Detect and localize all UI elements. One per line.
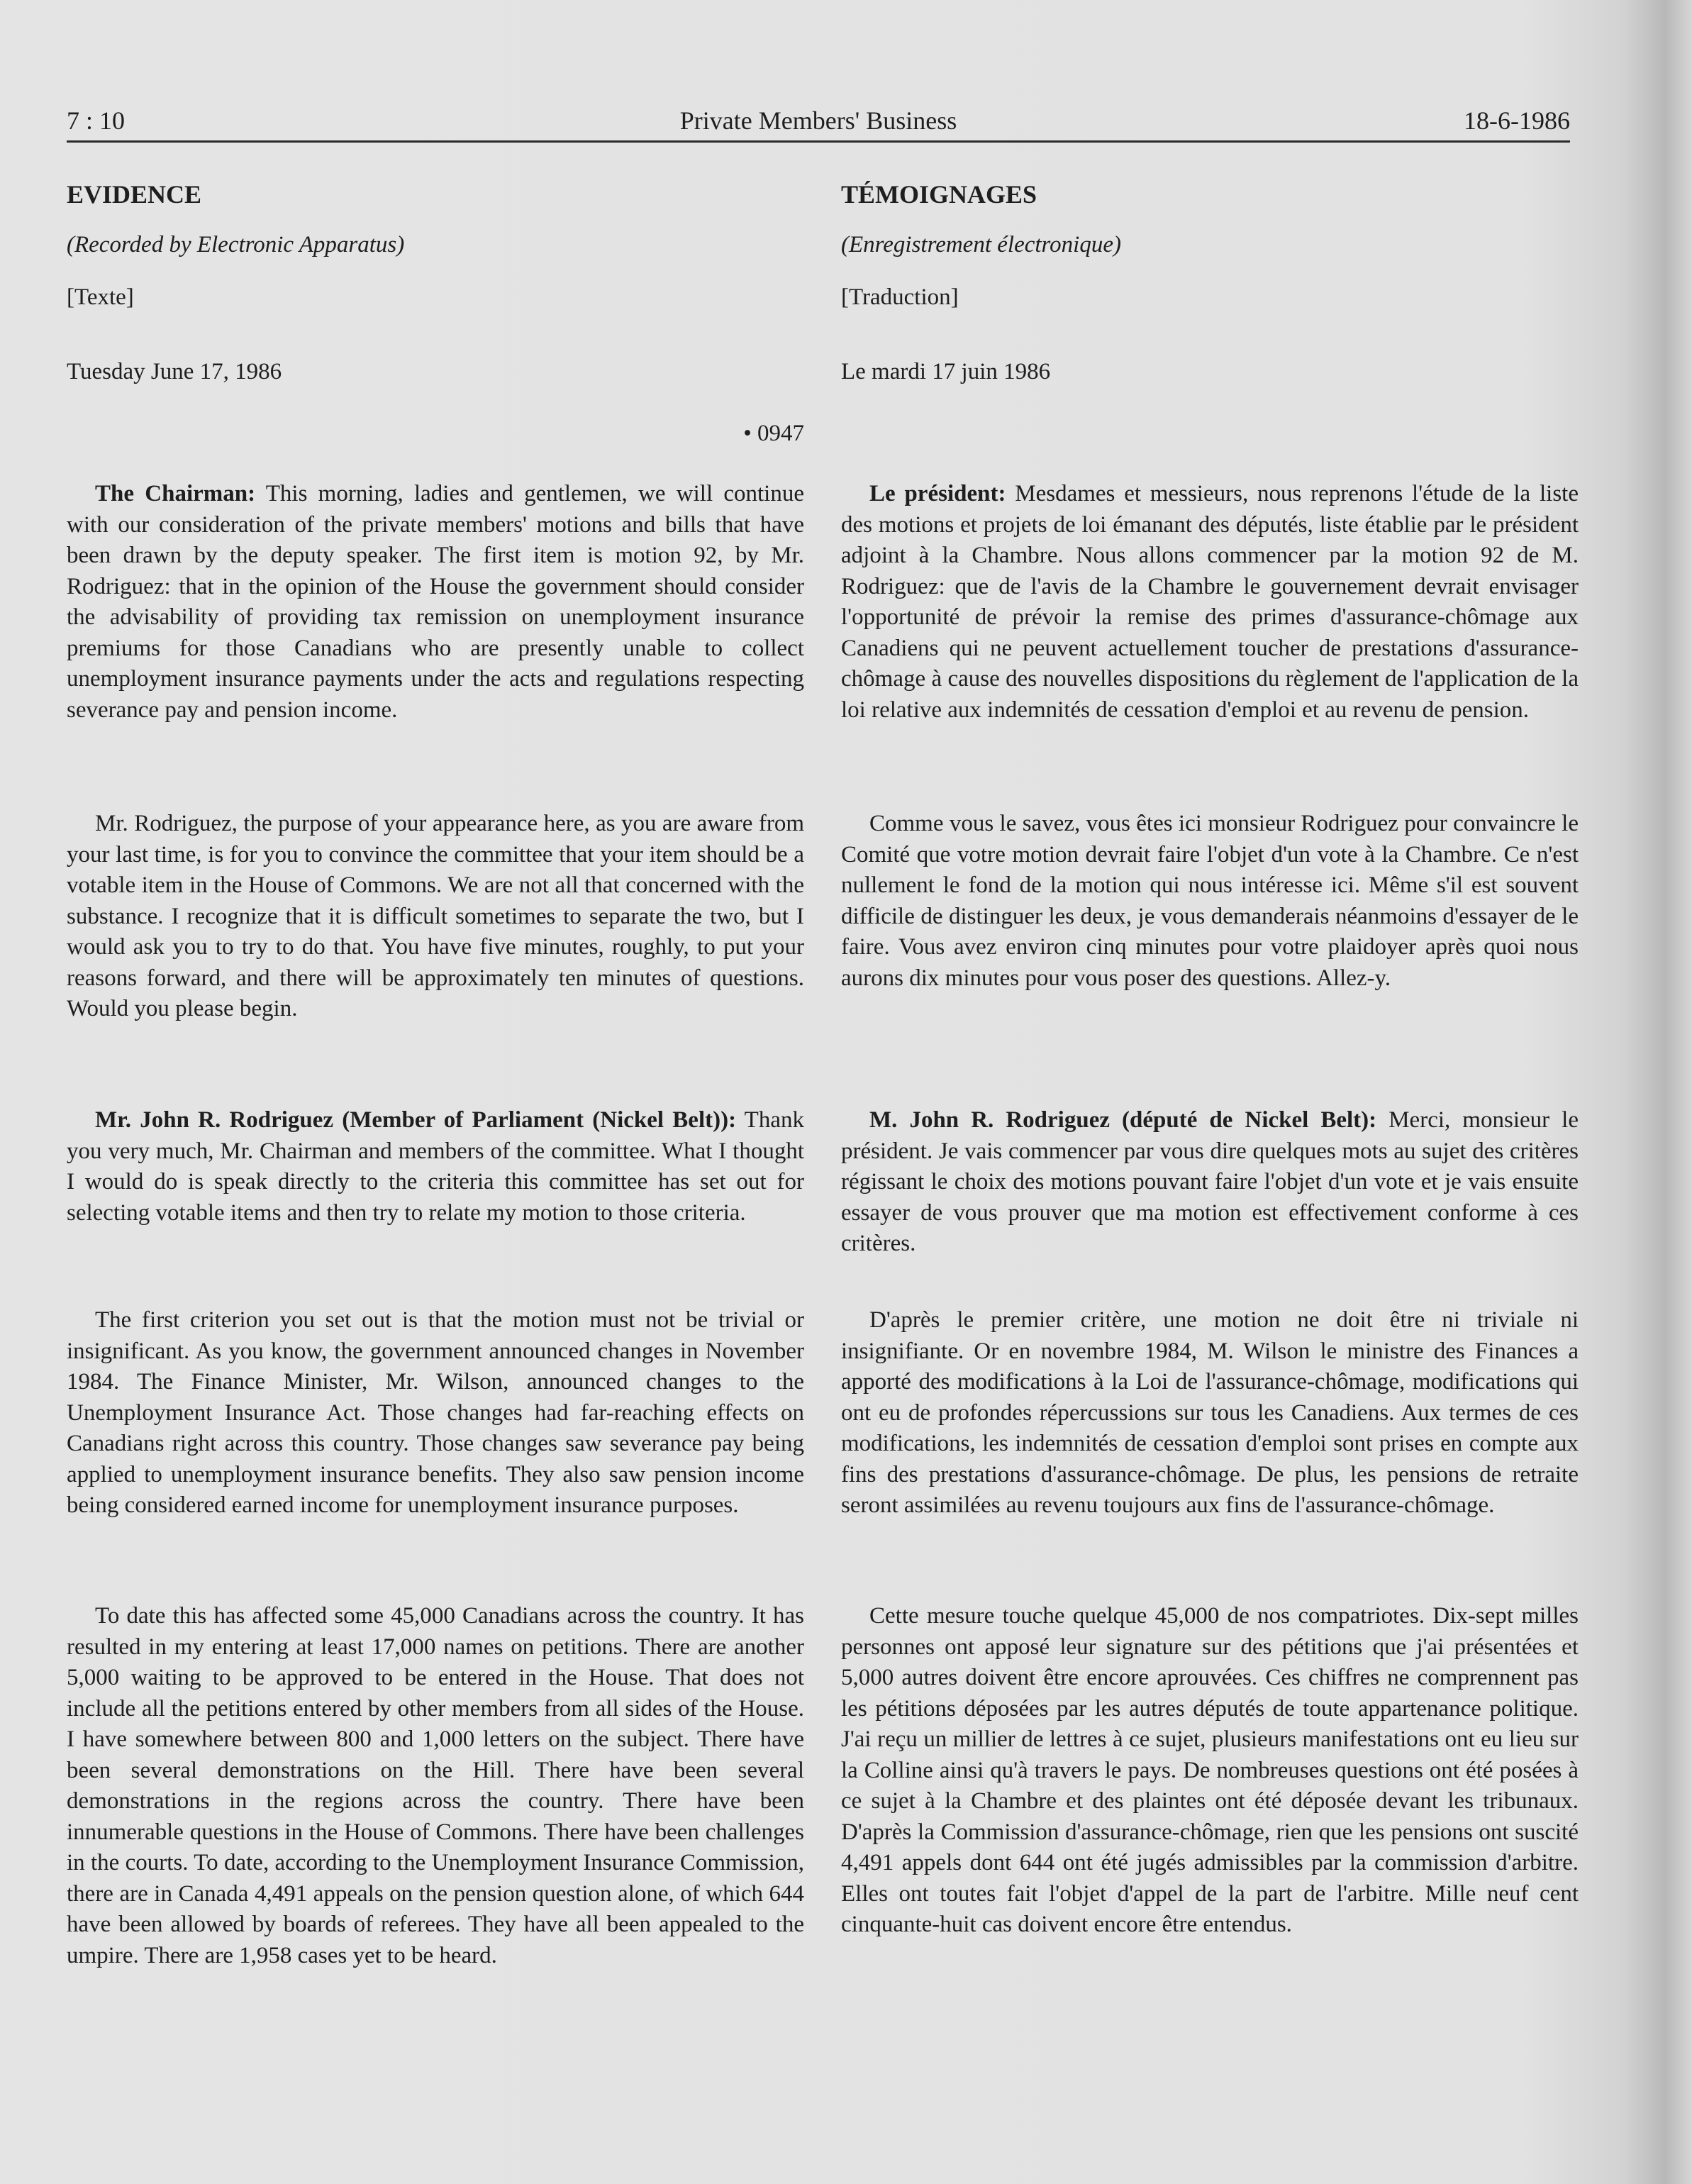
french-recording-note: (Enregistrement électronique) [841, 232, 1121, 257]
french-paragraph-2: Comme vous le savez, vous êtes ici monsieur Rodriguez pour convaincre le Comité que votre motion devrait faire l'objet d'un vote à la Chambre. Ce n'est nullement le fond de la motion qui nous intéresse ici. Même s'il est souvent difficile de distinguer les deux, je vous demanderais néanmoins d'essayer de le faire. Vous avez environ cinq minutes pour votre plaidoyer après quoi nous aurons dix minutes pour vous poser des questions. Allez-y. [841, 811, 1579, 991]
french-text-label: [Traduction] [841, 284, 959, 310]
french-paragraph-5: Cette mesure touche quelque 45,000 de nos compatriotes. Dix-sept milles personnes ont apposé leur signature sur des pétitions que j'ai présentées et 5,000 autres doivent être encore aprouvées. Ces chiffres ne comprennent pas les pétitions déposées par les autres députés de toute appartenance politique. J'ai reçu un millier de lettres à ce sujet, plusieurs manifestations ont eu lieu sur la Colline ainsi qu'à travers le pays. De nombreuses questions ont été posées à ce sujet à la Chambre et des plaintes ont été déposée devant les tribunaux. D'après la Commission d'assurance-chômage, rien que les pensions ont suscité 4,491 appels dont 644 ont été jugés admissibles par la commission d'arbitre. Elles ont toutes fait l'objet d'appel de la part de l'arbitre. Mille neuf cent cinquante-huit cas doivent encore être entendus. [841, 1603, 1579, 1937]
header-rule [67, 140, 1570, 143]
english-speaker-chairman: The Chairman: [95, 481, 256, 506]
french-paragraph-4: D'après le premier critère, une motion ne doit être ni triviale ni insignifiante. Or en novembre 1984, M. Wilson le ministre des Finances a apporté des modifications à la Loi de l'assurance-chômage, modifications qui ont eu de profondes répercussions sur tous les Canadiens. Aux termes de ces modifications, les indemnités de cessation d'emploi sont prises en compte aux fins des prestations d'assurance-chômage. De plus, les pensions de retraite seront assimilées au revenu toujours aux fins de l'assurance-chômage. [841, 1307, 1579, 1518]
time-stamp: • 0947 [743, 421, 804, 446]
english-text-label: [Texte] [67, 284, 134, 310]
english-paragraph-4: The first criterion you set out is that the motion must not be trivial or insignificant. As you know, the government announced changes in November 1984. The Finance Minister, Mr. Wilson, announced changes to the Unemployment Insurance Act. Those changes had far-reaching effects on Canadians right across this country. Those changes saw severance pay being applied to unemployment insurance benefits. They also saw pension income being considered earned income for unemployment insurance purposes. [67, 1307, 804, 1518]
french-paragraph-1-text: Mesdames et messieurs, nous reprenons l'étude de la liste des motions et projets de loi émanant des députés, liste établie par le président adjoint à la Chambre. Nous allons commencer par la motion 92 de M. Rodriguez: que de l'avis de la Chambre le gouvernement devrait envisager l'opportunité de prévoir la remise des primes d'assurance-chômage aux Canadiens qui ne peuvent actuellement toucher de prestations d'assurance-chômage à cause des nouvelles dispositions du règlement de l'application de la loi relative aux indemnités de cessation d'emploi et au revenu de pension. [841, 481, 1579, 723]
english-paragraph-5: To date this has affected some 45,000 Canadians across the country. It has resulted in my entering at least 17,000 names on petitions. There are another 5,000 waiting to be approved to be entered in the House. That does not include all the petitions entered by other members from all sides of the House. I have somewhere between 800 and 1,000 letters on the subject. There have been several demonstrations on the Hill. There have been several demonstrations in the regions across the country. There have been innumerable questions in the House of Commons. There have been challenges in the courts. To date, according to the Unemployment Insurance Commission, there are in Canada 4,491 appeals on the pension question alone, of which 644 have been allowed by boards of referees. They have all been appealed to the umpire. There are 1,958 cases yet to be heard. [67, 1603, 804, 1968]
publication-title: Private Members' Business [679, 106, 957, 135]
english-heading: EVIDENCE [67, 180, 202, 209]
english-recording-note: (Recorded by Electronic Apparatus) [67, 232, 405, 257]
english-paragraph-2: Mr. Rodriguez, the purpose of your appearance here, as you are aware from your last time, is for you to convince the committee that your item should be a votable item in the House of Commons. We are not all that concerned with the substance. I recognize that it is difficult sometimes to separate the two, but I would ask you to try to do that. You have five minutes, roughly, to put your reasons forward, and there will be approximately ten minutes of questions. Would you please begin. [67, 811, 804, 1021]
page-number: 7 : 10 [67, 106, 126, 135]
english-paragraph-1 [67, 479, 804, 726]
header-date: 18-6-1986 [1464, 106, 1570, 135]
french-speaker-rodriguez: M. John R. Rodriguez (député de Nickel Belt): [869, 1107, 1377, 1133]
french-heading: TÉMOIGNAGES [841, 180, 1037, 209]
french-paragraph-3-text: Merci, monsieur le président. Je vais commencer par vous dire quelques mots au sujet des critères régissant le choix des motions pouvant faire l'objet d'un vote et je vais ensuite essayer de vous prouver que ma motion est effectivement conforme à ces critères. [841, 1107, 1579, 1256]
english-sitting-date: Tuesday June 17, 1986 [67, 359, 282, 384]
french-paragraph-3 [841, 1105, 1579, 1260]
english-speaker-rodriguez: Mr. John R. Rodriguez (Member of Parliament (Nickel Belt)): [95, 1107, 737, 1133]
french-paragraph-1 [841, 479, 1579, 726]
english-paragraph-3 [67, 1105, 804, 1229]
french-sitting-date: Le mardi 17 juin 1986 [841, 359, 1051, 384]
running-header [67, 101, 1570, 140]
french-speaker-president: Le président: [869, 481, 1006, 506]
english-paragraph-1-text: This morning, ladies and gentlemen, we will continue with our consideration of the private members' motions and bills that have been drawn by the deputy speaker. The first item is motion 92, by Mr. Rodriguez: that in the opinion of the House the government should consider the advisability of providing tax remission on unemployment insurance premiums for those Canadians who are presently unable to collect unemployment insurance payments under the acts and regulations respecting severance pay and pension income. [67, 481, 804, 723]
english-paragraph-3-text: Thank you very much, Mr. Chairman and members of the committee. What I thought I would do is speak directly to the criteria this committee has set out for selecting votable items and then try to relate my motion to those criteria. [67, 1107, 804, 1226]
